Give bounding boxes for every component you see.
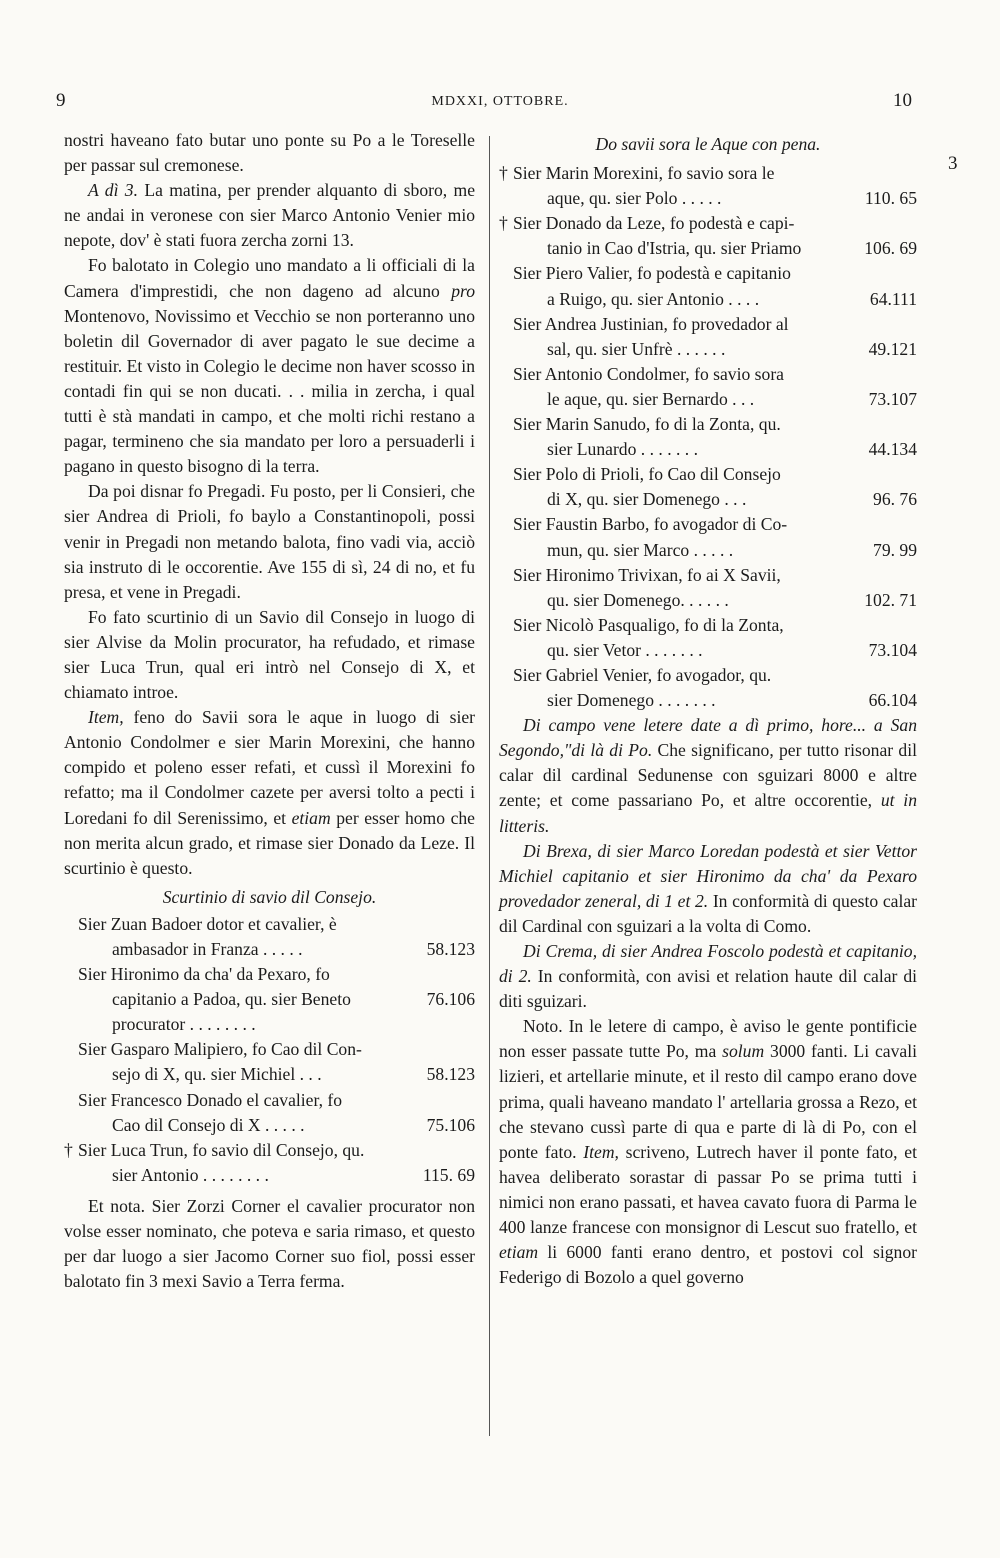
candidate-detail: capitanio a Padoa, qu. sier Beneto procurator . . . . . . . . <box>112 989 351 1035</box>
candidate-name: Sier Polo di Prioli, fo Cao dil Consejo <box>513 464 781 485</box>
vote-list <box>64 912 475 1188</box>
vote-entry <box>499 563 917 613</box>
vote-entry <box>64 912 475 962</box>
candidate-name: Sier Nicolò Pasqualigo, fo di la Zonta, <box>513 614 784 635</box>
paragraph: Da poi disnar fo Pregadi. Fu posto, per li Consieri, che sier Andrea di Prioli, fo baylo a Constantinopoli, possi venir in Pregadi non metando balota, fino vadi via, acciò sia instruto di le occorentie. Ave 155 di sì, 24 di no, et fu presa, et vene in Pregadi. <box>64 481 475 602</box>
vote-count: 58.123 <box>426 1064 475 1085</box>
candidate-detail: aque, qu. sier Polo . . . . . <box>547 188 722 209</box>
left-column <box>64 128 475 1294</box>
running-title: MDXXI, OTTOBRE. <box>431 94 569 109</box>
vote-entry <box>64 1037 475 1087</box>
section-title: Do savii sora le Aque con pena. <box>595 134 821 154</box>
section-title: Scurtinio di savio dil Consejo. <box>162 886 377 907</box>
vote-entry <box>499 613 917 663</box>
vote-count: 102. 71 <box>864 589 917 610</box>
candidate-name: Sier Francesco Donado el cavalier, fo <box>78 1089 343 1110</box>
paragraph: Di campo vene letere date a dì primo, hore... a San Segondo,"di là di Po. Che significano, per tutto risonar dil calar dil cardinal Sedunense con sguizari 8000 e altre zente; et come passariano Po, et altre occorentie, ut in litteris. <box>499 715 917 836</box>
candidate-name: Sier Andrea Justinian, fo provedador al <box>513 313 789 334</box>
candidate-name: Sier Piero Valier, fo podestà e capitanio <box>513 263 791 284</box>
candidate-detail: le aque, qu. sier Bernardo . . . <box>547 388 755 409</box>
date-label: A dì 3. <box>88 180 138 201</box>
candidate-detail: qu. sier Domenego. . . . . . <box>547 589 729 610</box>
paragraph: Di Crema, di sier Andrea Foscolo podestà et capitanio, di 2. In conformità, con avisi et relation haute dil calar di diti sguizari. <box>499 941 918 1012</box>
candidate-detail: a Ruigo, qu. sier Antonio . . . . <box>547 288 760 309</box>
candidate-detail: Cao dil Consejo di X . . . . . <box>112 1114 305 1135</box>
vote-count: 49.121 <box>868 338 917 359</box>
vote-count: 79. 99 <box>873 539 917 560</box>
paragraph: nostri haveano fato butar uno ponte su Po a le Toreselle per passar sul cremonese. <box>64 130 475 176</box>
column-divider <box>489 136 490 1436</box>
elected-mark: † <box>64 1139 73 1160</box>
candidate-name: Sier Marin Sanudo, fo di la Zonta, qu. <box>513 414 781 435</box>
paragraph: Et nota. Sier Zorzi Corner el cavalier procurator non volse esser nominato, che poteva e saria rimaso, et questo per dar luogo a sier Jacomo Corner suo fiol, possi esser balotato fin 3 mexi Savio a Terra ferma. <box>64 1195 475 1292</box>
candidate-name: Sier Donado da Leze, fo podestà e capi- <box>513 213 795 234</box>
vote-list <box>499 161 917 713</box>
vote-entry <box>499 211 917 261</box>
elected-mark: † <box>499 163 508 184</box>
candidate-name: Sier Faustin Barbo, fo avogador di Co- <box>513 514 788 535</box>
candidate-detail: mun, qu. sier Marco . . . . . <box>547 539 734 560</box>
vote-count: 73.104 <box>868 639 917 660</box>
paragraph: Noto. In le letere di campo, è aviso le gente pontificie non esser passate tutte Po, ma solum 3000 fanti. Li cavali lizieri, et artellarie minute, et il resto dil campo erano dove prima, quali haveano mandato l' artellaria grossa a Rezo, et che stevano cussì parte di qua e parte di là di Po, con el ponte fato. Item, scriveno, Lutrech haver il ponte fato, et havea deliberato sorastar di passar Po se prima tutti i nimici non erano passati, et havea cavato fuora di Parma le 400 lanze francese con monsignor di Lescut suo fratello, et etiam li 6000 fanti erano dentro, et postovi col signor Federigo di Bozolo a quel governo <box>499 1016 917 1288</box>
candidate-name: Sier Antonio Condolmer, fo savio sora <box>513 363 784 384</box>
vote-count: 66.104 <box>868 690 917 711</box>
vote-entry <box>499 462 917 512</box>
paragraph: Fo fato scurtinio di un Savio dil Consejo in luogo di sier Alvise da Molin procurator, ha refudado, et rimase sier Luca Trun, qual eri intrò nel Consejo di X, et chiamato introe. <box>64 606 475 703</box>
vote-count: 73.107 <box>868 388 917 409</box>
margin-note: 3 <box>948 153 958 174</box>
candidate-detail: ambasador in Franza . . . . . <box>112 939 303 959</box>
candidate-detail: sier Antonio . . . . . . . . <box>112 1164 269 1185</box>
candidate-name: Sier Luca Trun, fo savio dil Consejo, qu. <box>78 1139 365 1160</box>
vote-entry <box>64 1088 475 1138</box>
vote-count: 58.123 <box>426 939 475 959</box>
page-number-left: 9 <box>56 90 66 111</box>
candidate-detail: sier Lunardo . . . . . . . <box>547 439 698 460</box>
candidate-detail: sier Domenego . . . . . . . <box>547 690 716 711</box>
candidate-detail: tanio in Cao d'Istria, qu. sier Priamo <box>547 238 802 259</box>
paragraph: Fo balotato in Colegio uno mandato a li officiali di la Camera d'imprestidi, che non dageno ad alcuno pro Montenovo, Novissimo et Vecchio se non porteranno uno boletin dil Governador di aver pagato le sue decime a restituir. Et visto in Colegio le decime non haver scosso in contadi fin qui se non ducati. . . milia in zercha, i qual tutti è stà mandati in campo, et che molti richi restano a pagar, termineno che sia mandato per loro a persuaderli i pagano in questo bisogno di la terra. <box>64 255 475 477</box>
candidate-name: Sier Marin Morexini, fo savio sora le <box>513 163 775 184</box>
vote-entry <box>499 261 917 311</box>
candidate-name: Sier Hironimo da cha' da Pexaro, fo <box>78 964 330 985</box>
vote-entry <box>499 312 917 362</box>
candidate-detail: di X, qu. sier Domenego . . . <box>547 489 747 510</box>
vote-entry <box>499 663 917 713</box>
elected-mark: † <box>499 213 508 234</box>
paragraph: A dì 3. La matina, per prender alquanto di sboro, me ne andai in veronese con sier Marco Antonio Venier mio nepote, dov' è stati fuora zercha zorni 13. <box>64 180 476 251</box>
vote-count: 96. 76 <box>873 489 917 510</box>
right-column <box>499 128 917 1290</box>
candidate-name: Sier Zuan Badoer dotor et cavalier, è <box>78 913 337 934</box>
candidate-detail: sejo di X, qu. sier Michiel . . . <box>112 1064 322 1085</box>
vote-count: 110. 65 <box>864 188 917 209</box>
vote-entry <box>499 161 917 211</box>
paragraph: Di Brexa, di sier Marco Loredan podestà et sier Vettor Michiel capitanio et sier Hironimo da cha' da Pexaro provedador zeneral, di 1 et 2. In conformità di questo calar dil Cardinal con sguizari a la volta di Como. <box>499 840 917 936</box>
paragraph: Item, feno do Savii sora le aque in luogo di sier Antonio Condolmer e sier Marin Morexini, che hanno compido et poleno esser refati, et cussì il Morexini fo refatto; ma il Condolmer cazete per aversi tolto a pecti i Loredani fo dil Serenissimo, et etiam per esser homo che non merita alcun grado, et rimase sier Donado da Leze. Il scurtinio è questo. <box>64 707 475 878</box>
candidate-detail: qu. sier Vetor . . . . . . . <box>547 639 703 660</box>
candidate-name: Sier Gabriel Venier, fo avogador, qu. <box>513 664 772 685</box>
vote-entry <box>499 362 917 412</box>
vote-count: 76.106 <box>426 989 475 1010</box>
vote-count: 115. 69 <box>422 1164 475 1185</box>
vote-entry <box>499 412 917 462</box>
page-number-right: 10 <box>893 90 912 111</box>
vote-entry <box>64 1138 475 1188</box>
vote-count: 64.111 <box>869 288 917 309</box>
vote-count: 75.106 <box>426 1114 475 1135</box>
candidate-name: Sier Gasparo Malipiero, fo Cao dil Con- <box>78 1039 362 1060</box>
vote-count: 44.134 <box>868 439 917 460</box>
candidate-detail: sal, qu. sier Unfrè . . . . . . <box>547 338 726 359</box>
vote-entry <box>64 962 475 1037</box>
candidate-name: Sier Hironimo Trivixan, fo ai X Savii, <box>513 564 781 585</box>
vote-entry <box>499 512 917 562</box>
vote-count: 106. 69 <box>864 238 917 259</box>
